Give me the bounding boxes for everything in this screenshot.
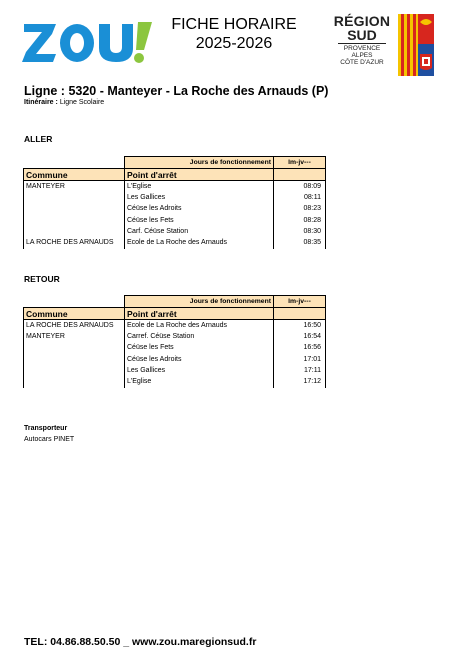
aller-days-value: lm-jv--- [274, 157, 326, 169]
aller-section-title: ALLER [24, 134, 53, 144]
region-flag-icon [398, 14, 434, 76]
time-cell: 08:23 [274, 204, 326, 215]
stop-cell: Céüse les Fets [125, 343, 274, 354]
stop-cell: Ecole de La Roche des Arnauds [125, 237, 274, 248]
aller-days-header: Jours de fonctionnement [125, 157, 274, 169]
title-line-2: 2025-2026 [195, 35, 273, 52]
stop-cell: Les Gallices [125, 365, 274, 376]
time-cell: 08:28 [274, 215, 326, 226]
aller-col-commune: Commune [24, 169, 125, 181]
commune-cell: MANTEYER [24, 181, 125, 193]
region-line-3: PROVENCE [343, 45, 381, 52]
table-row [24, 193, 326, 204]
stop-cell: Les Gallices [125, 193, 274, 204]
retour-section-title: RETOUR [24, 274, 60, 284]
time-cell: 17:12 [274, 376, 326, 387]
time-cell: 16:54 [274, 332, 326, 343]
table-row [24, 237, 326, 248]
table-row [24, 376, 326, 387]
itinerary-value: Ligne Scolaire [59, 99, 105, 106]
region-line-2: SUD [347, 27, 377, 43]
time-cell: 08:11 [274, 193, 326, 204]
region-line-4: ALPES [351, 52, 373, 59]
transporter-name: Autocars PINET [24, 436, 75, 443]
aller-timetable [23, 156, 326, 249]
retour-col-commune: Commune [24, 308, 125, 320]
itinerary-label: Itinéraire : [24, 99, 58, 106]
stop-cell: L'Eglise [125, 181, 274, 193]
time-cell: 08:09 [274, 181, 326, 193]
table-row [24, 215, 326, 226]
commune-cell: LA ROCHE DES ARNAUDS [24, 320, 125, 332]
region-sud-logo [330, 14, 394, 66]
commune-cell [24, 215, 125, 226]
stop-cell: Carref. Céüse Station [125, 332, 274, 343]
time-cell: 17:01 [274, 354, 326, 365]
title-line-1: FICHE HORAIRE [171, 16, 297, 33]
stop-cell: Céüse les Fets [125, 215, 274, 226]
time-cell: 08:30 [274, 226, 326, 237]
commune-cell: MANTEYER [24, 332, 125, 343]
table-row [24, 181, 326, 193]
table-row [24, 332, 326, 343]
commune-cell [24, 365, 125, 376]
transporter-label: Transporteur [24, 425, 68, 432]
stop-cell: Céüse les Adroits [125, 204, 274, 215]
commune-cell [24, 226, 125, 237]
stop-cell: L'Eglise [125, 376, 274, 387]
itinerary [24, 99, 104, 106]
region-line-5: CÔTE D'AZUR [340, 59, 384, 66]
retour-timetable [23, 295, 326, 388]
contact-footer: TEL: 04.86.88.50.50 _ www.zou.maregionsud.fr [24, 636, 257, 648]
retour-days-value: lm-jv--- [274, 296, 326, 308]
commune-cell [24, 204, 125, 215]
table-row [24, 320, 326, 332]
commune-cell: LA ROCHE DES ARNAUDS [24, 237, 125, 248]
document-title [168, 15, 300, 53]
stop-cell: Ecole de La Roche des Arnauds [125, 320, 274, 332]
line-title: Ligne : 5320 - Manteyer - La Roche des Arnauds (P) [24, 84, 329, 98]
stop-cell: Carf. Céüse Station [125, 226, 274, 237]
retour-col-stop: Point d'arrêt [125, 308, 274, 320]
stop-cell: Céüse les Adroits [125, 354, 274, 365]
aller-col-stop: Point d'arrêt [125, 169, 274, 181]
retour-days-header: Jours de fonctionnement [125, 296, 274, 308]
commune-cell [24, 354, 125, 365]
region-line-1: RÉGION [333, 13, 391, 29]
table-row [24, 226, 326, 237]
table-row [24, 365, 326, 376]
time-cell: 17:11 [274, 365, 326, 376]
commune-cell [24, 343, 125, 354]
time-cell: 16:56 [274, 343, 326, 354]
time-cell: 08:35 [274, 237, 326, 248]
time-cell: 16:50 [274, 320, 326, 332]
zou-logo [22, 18, 154, 66]
commune-cell [24, 193, 125, 204]
table-row [24, 343, 326, 354]
table-row [24, 204, 326, 215]
commune-cell [24, 376, 125, 387]
table-row [24, 354, 326, 365]
